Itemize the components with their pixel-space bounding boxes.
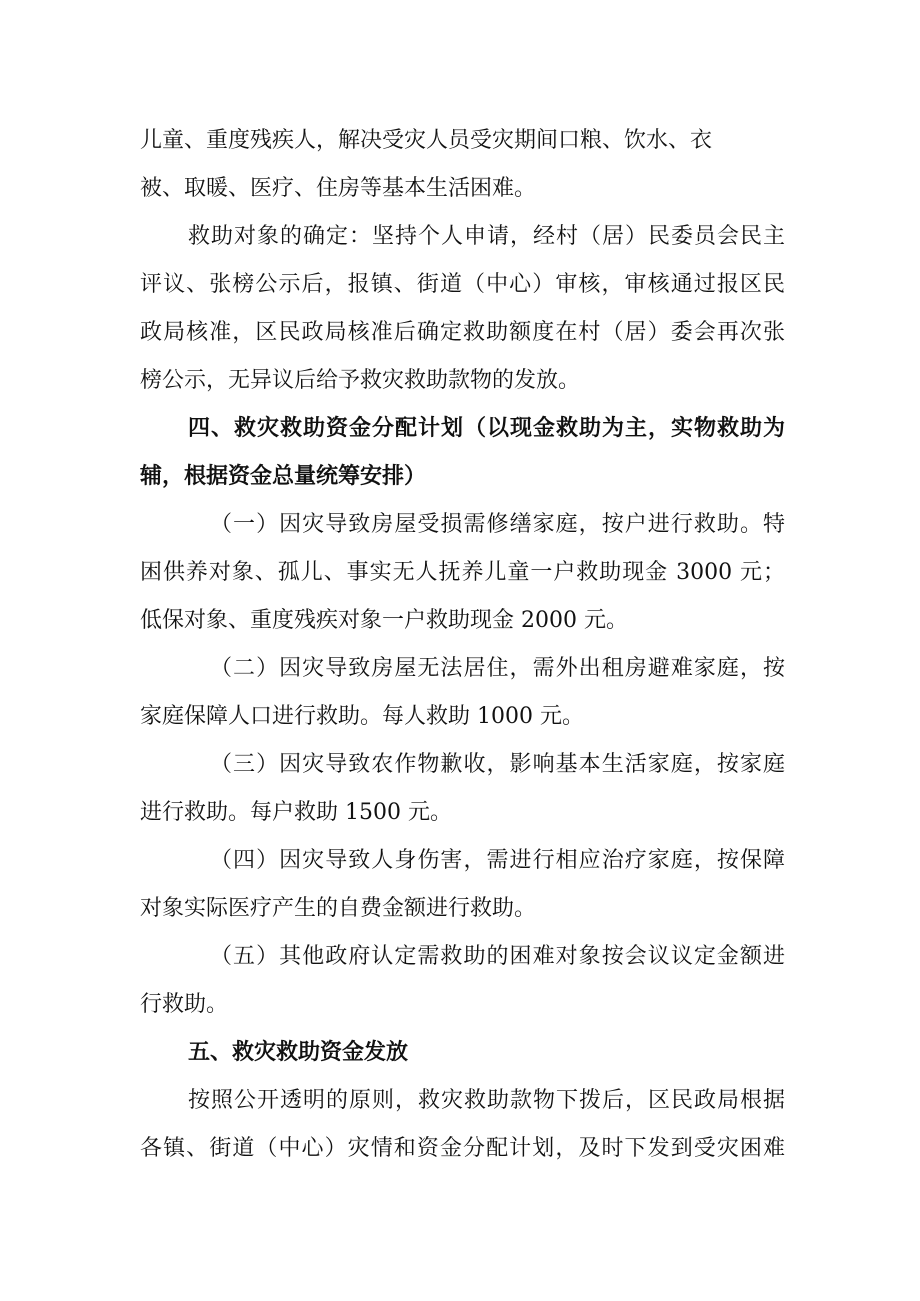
item-5-line-1: （五）其他政府认定需救助的困难对象按会议议定金额进 [210, 944, 785, 969]
item-4-line-1: （四）因灾导致人身伤害，需进行相应治疗家庭，按保障 [210, 848, 785, 873]
paragraph-1-line-1: 儿童、重度残疾人，解决受灾人员受灾期间口粮、饮水、衣 [140, 128, 713, 153]
section-5-heading: 五、救灾救助资金发放 [188, 1040, 409, 1065]
item-1-line-2: 困供养对象、孤儿、事实无人抚养儿童一户救助现金 3000 元； [140, 560, 785, 585]
paragraph-5-line-2: 各镇、街道（中心）灾情和资金分配计划，及时下发到受灾困难 [140, 1136, 785, 1161]
item-2-line-2: 家庭保障人口进行救助。每人救助 1000 元。 [140, 704, 584, 729]
item-3-line-2: 进行救助。每户救助 1500 元。 [140, 800, 452, 825]
item-5-line-2: 行救助。 [140, 992, 229, 1017]
paragraph-2-line-2: 评议、张榜公示后，报镇、街道（中心）审核，审核通过报区民 [140, 272, 785, 297]
item-1-line-3: 低保对象、重度残疾对象一户救助现金 2000 元。 [140, 608, 628, 633]
item-3-line-1: （三）因灾导致农作物歉收，影响基本生活家庭，按家庭 [210, 752, 785, 777]
paragraph-2-line-3: 政局核准，区民政局核准后确定救助额度在村（居）委会再次张 [140, 320, 785, 345]
section-4-heading-line-2: 辅，根据资金总量统筹安排） [140, 464, 427, 489]
paragraph-5-line-1: 按照公开透明的原则，救灾救助款物下拨后，区民政局根据 [188, 1088, 785, 1113]
paragraph-1-line-2: 被、取暖、医疗、住房等基本生活困难。 [140, 176, 537, 201]
paragraph-2-line-4: 榜公示，无异议后给予救灾救助款物的发放。 [140, 368, 581, 393]
paragraph-2-line-1: 救助对象的确定：坚持个人申请，经村（居）民委员会民主 [188, 224, 785, 249]
section-4-heading-line-1: 四、救灾救助资金分配计划（以现金救助为主，实物救助为 [188, 416, 785, 441]
item-4-line-2: 对象实际医疗产生的自费金额进行救助。 [140, 896, 537, 921]
item-1-line-1: （一）因灾导致房屋受损需修缮家庭，按户进行救助。特 [210, 512, 785, 537]
item-2-line-1: （二）因灾导致房屋无法居住，需外出租房避难家庭，按 [210, 656, 785, 681]
